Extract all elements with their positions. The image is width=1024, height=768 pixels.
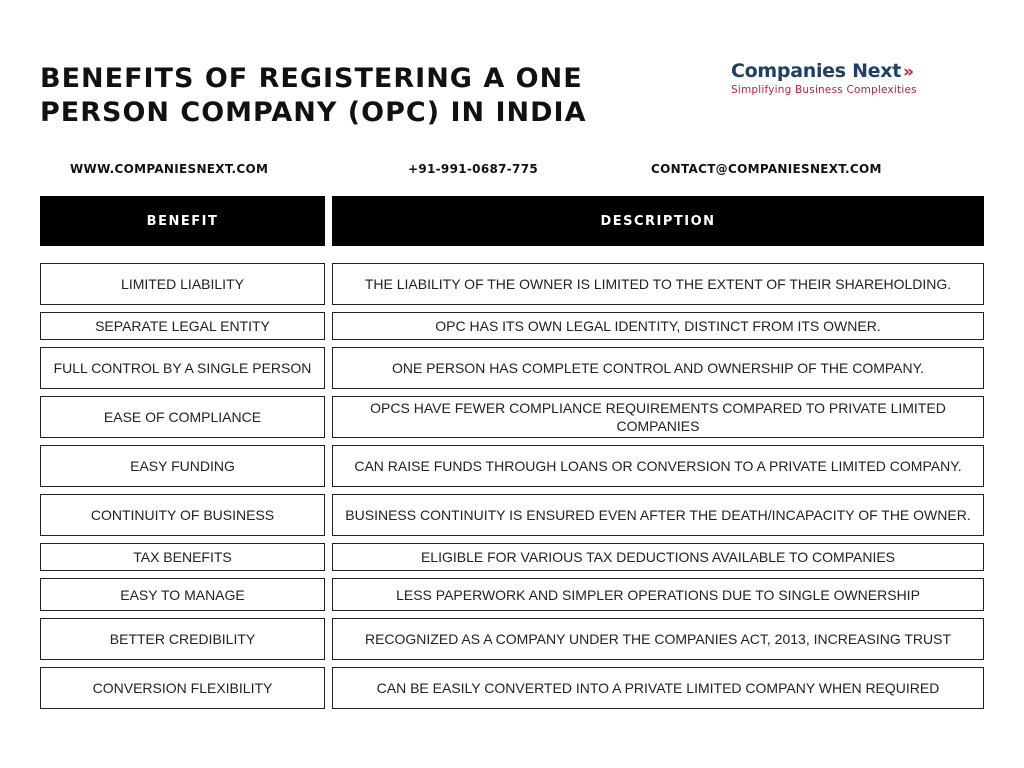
table-header-benefit: BENEFIT: [40, 196, 325, 246]
description-cell: CAN BE EASILY CONVERTED INTO A PRIVATE LIMITED COMPANY WHEN REQUIRED: [332, 667, 984, 709]
table-row: [40, 347, 984, 389]
table-row: [40, 494, 984, 536]
table-row: [40, 312, 984, 340]
description-cell: RECOGNIZED AS A COMPANY UNDER THE COMPANIES ACT, 2013, INCREASING TRUST: [332, 618, 984, 660]
table-row: [40, 667, 984, 709]
description-cell: ONE PERSON HAS COMPLETE CONTROL AND OWNERSHIP OF THE COMPANY.: [332, 347, 984, 389]
description-cell: OPC HAS ITS OWN LEGAL IDENTITY, DISTINCT FROM ITS OWNER.: [332, 312, 984, 340]
benefits-table: [40, 263, 984, 716]
contact-email: CONTACT@COMPANIESNEXT.COM: [651, 162, 882, 176]
benefit-cell: EASE OF COMPLIANCE: [40, 396, 325, 438]
logo-chevron-icon: »: [903, 62, 914, 82]
benefit-cell: LIMITED LIABILITY: [40, 263, 325, 305]
page-title: BENEFITS OF REGISTERING A ONE PERSON COMPANY (OPC) IN INDIA: [40, 63, 587, 128]
description-cell: CAN RAISE FUNDS THROUGH LOANS OR CONVERSION TO A PRIVATE LIMITED COMPANY.: [332, 445, 984, 487]
description-cell: BUSINESS CONTINUITY IS ENSURED EVEN AFTER THE DEATH/INCAPACITY OF THE OWNER.: [332, 494, 984, 536]
table-header-description: DESCRIPTION: [332, 196, 984, 246]
description-cell: ELIGIBLE FOR VARIOUS TAX DEDUCTIONS AVAILABLE TO COMPANIES: [332, 543, 984, 571]
benefit-cell: FULL CONTROL BY A SINGLE PERSON: [40, 347, 325, 389]
logo-name: Companies Next: [731, 60, 901, 82]
benefit-cell: EASY TO MANAGE: [40, 578, 325, 611]
companies-next-logo: [731, 60, 951, 96]
table-row: [40, 445, 984, 487]
benefit-cell: BETTER CREDIBILITY: [40, 618, 325, 660]
benefit-cell: SEPARATE LEGAL ENTITY: [40, 312, 325, 340]
table-row: [40, 618, 984, 660]
logo-tagline: Simplifying Business Complexities: [731, 84, 917, 96]
benefit-cell: CONVERSION FLEXIBILITY: [40, 667, 325, 709]
description-cell: THE LIABILITY OF THE OWNER IS LIMITED TO THE EXTENT OF THEIR SHAREHOLDING.: [332, 263, 984, 305]
contact-website: WWW.COMPANIESNEXT.COM: [70, 162, 269, 176]
description-cell: OPCS HAVE FEWER COMPLIANCE REQUIREMENTS COMPARED TO PRIVATE LIMITED COMPANIES: [332, 396, 984, 438]
benefit-cell: TAX BENEFITS: [40, 543, 325, 571]
table-row: [40, 543, 984, 571]
description-cell: LESS PAPERWORK AND SIMPLER OPERATIONS DUE TO SINGLE OWNERSHIP: [332, 578, 984, 611]
logo-name-line: [731, 60, 951, 82]
table-row: [40, 396, 984, 438]
benefit-cell: CONTINUITY OF BUSINESS: [40, 494, 325, 536]
table-row: [40, 578, 984, 611]
contact-phone: +91-991-0687-775: [408, 162, 538, 176]
table-row: [40, 263, 984, 305]
benefit-cell: EASY FUNDING: [40, 445, 325, 487]
